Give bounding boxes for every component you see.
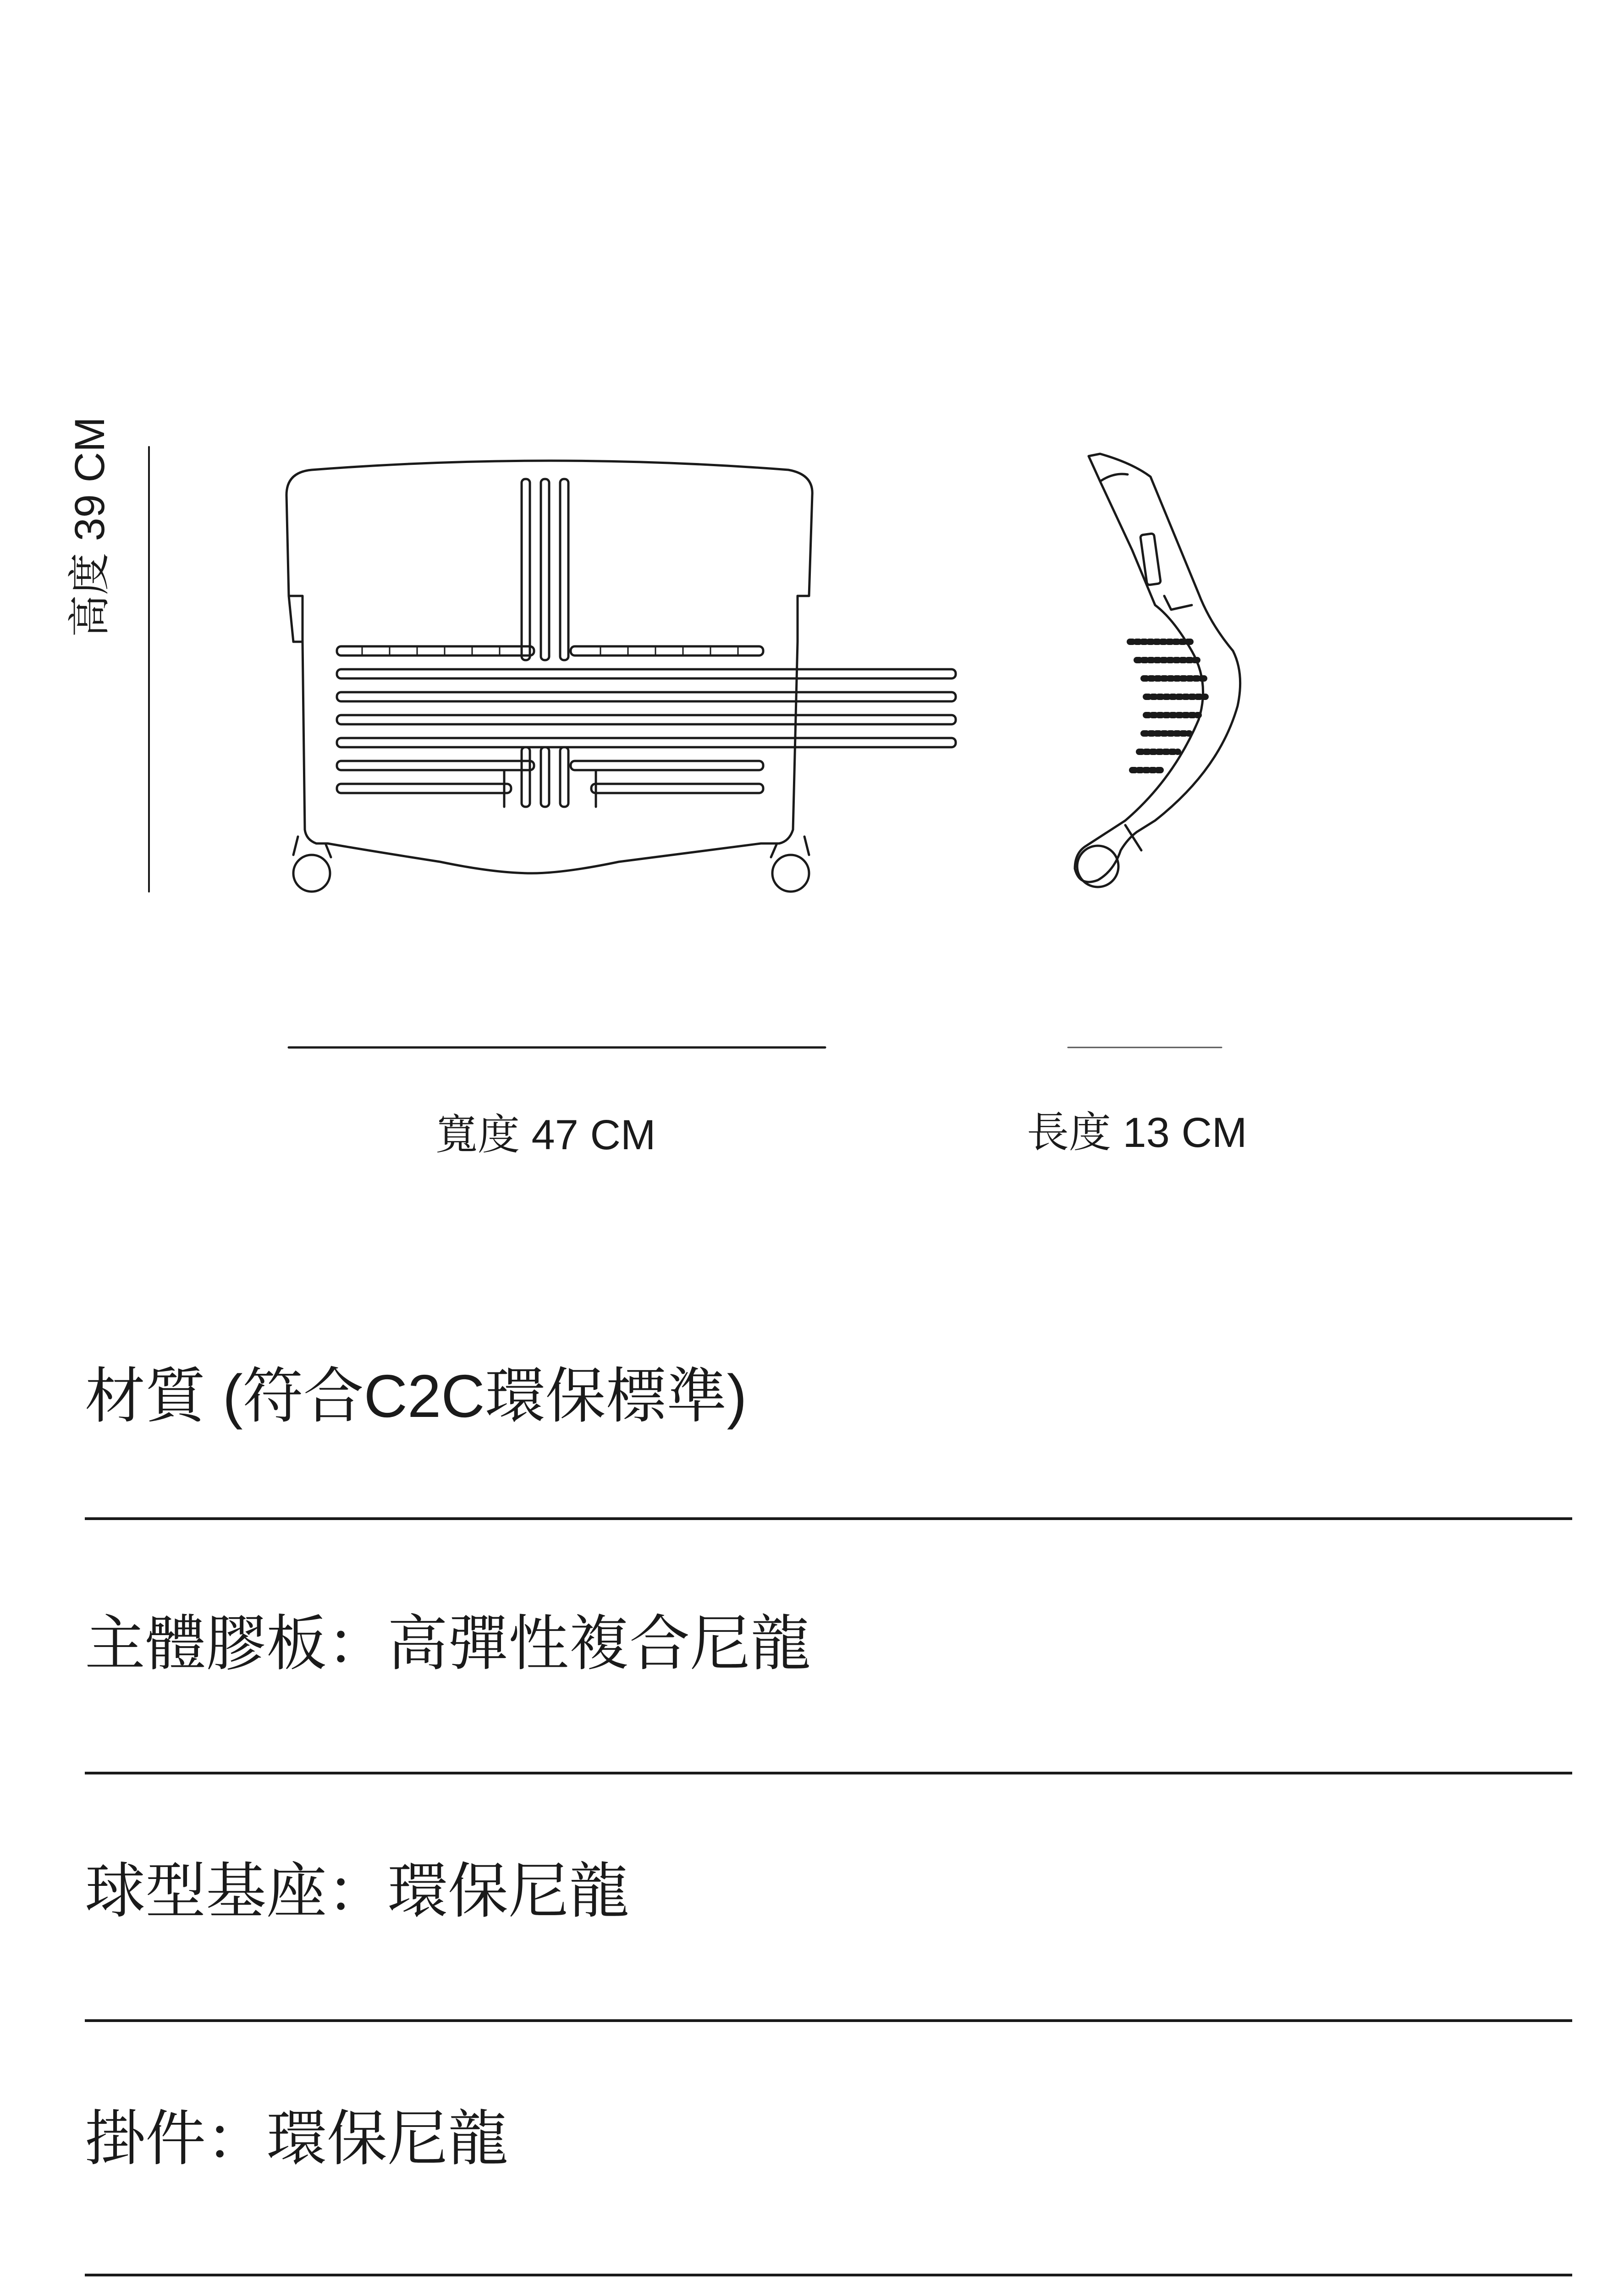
height-label: 高度 39 CM: [66, 417, 113, 637]
width-label: 寬度 47 CM: [435, 1112, 656, 1158]
side-view-drawing: [1075, 454, 1240, 887]
material-title: 材質 (符合C2C環保標準): [85, 1362, 747, 1430]
spec-item-ball-base: 球型基座：環保尼龍: [85, 1857, 629, 1925]
front-view-drawing: [286, 461, 956, 892]
length-label: 長度 13 CM: [1027, 1109, 1247, 1156]
divider: [85, 2274, 1572, 2276]
spec-item-main-body: 主體膠板：高彈性複合尼龍: [85, 1610, 811, 1677]
divider: [85, 1517, 1572, 1520]
divider: [85, 2019, 1572, 2022]
divider: [85, 1772, 1572, 1774]
spec-item-hanger: 掛件：環保尼龍: [85, 2105, 508, 2172]
